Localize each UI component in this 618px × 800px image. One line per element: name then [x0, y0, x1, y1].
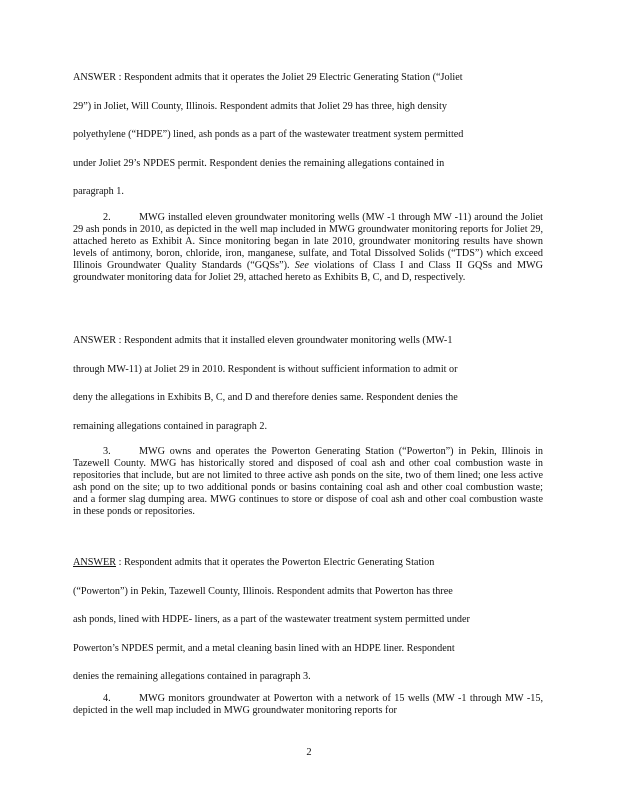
- answer-line: ANSWER : Respondent admits that it operates the Joliet 29 Electric Generating Station (“Joliet: [73, 72, 463, 83]
- allegation-paragraph-2: 2. MWG installed eleven groundwater monitoring wells (MW -1 through MW -11) around the Joliet 29 ash ponds in 2010, as depicted in the well map included in MWG groundwater monitoring reports for Joliet 29, attached hereto as Exhibit A. Since monitoring began in late 2010, groundwater monitoring results have shown levels of antimony, boron, chloride, iron, manganese, sulfate, and Total Dissolved Solids (“TDS”) which exceed Illinois Groundwater Quality Standards (“GQSs”). See violations of Class I and Class II GQSs and MWG groundwater monitoring data for Joliet 29, attached hereto as Exhibits B, C, and D, respectively.: [73, 212, 544, 284]
- answer-line: paragraph 1.: [73, 186, 124, 197]
- answer-line: through MW-11) at Joliet 29 in 2010. Respondent is without sufficient information to admit or: [73, 363, 458, 375]
- paragraph-number: 3.: [103, 446, 111, 457]
- answer-line: Powerton’s NPDES permit, and a metal cleaning basin lined with an HDPE liner. Respondent: [73, 642, 455, 654]
- answer-line: under Joliet 29’s NPDES permit. Respondent denies the remaining allegations contained in: [73, 157, 445, 169]
- answer-label: ANSWER: [73, 557, 117, 568]
- answer-label: ANSWER: [73, 72, 117, 83]
- answer-label: ANSWER: [73, 335, 117, 346]
- answer-line: polyethylene (“HDPE”) lined, ash ponds as a part of the wastewater treatment system permitted: [73, 129, 464, 140]
- answer-line: deny the allegations in Exhibits B, C, and D and therefore denies same. Respondent denies the: [73, 392, 458, 403]
- answer-line: denies the remaining allegations contained in paragraph 3.: [73, 671, 311, 682]
- answer-line: ash ponds, lined with HDPE- liners, as a part of the wastewater treatment system permitted under: [73, 614, 470, 625]
- answer-line: ANSWER : Respondent admits that it operates the Powerton Electric Generating Station: [73, 557, 435, 568]
- answer-line: (“Powerton”) in Pekin, Tazewell County, Illinois. Respondent admits that Powerton has three: [73, 585, 453, 597]
- answer-line: remaining allegations contained in paragraph 2.: [73, 420, 268, 432]
- answer-line: 29”) in Joliet, Will County, Illinois. Respondent admits that Joliet 29 has three, high density: [73, 100, 447, 112]
- allegation-paragraph-4: 4. MWG monitors groundwater at Powerton with a network of 15 wells (MW -1 through MW -15, depicted in the well map included in MWG groundwater monitoring reports for: [73, 693, 543, 717]
- see-signal: See: [294, 260, 309, 272]
- answer-paragraph-1: [73, 64, 543, 207]
- answer-line: ANSWER : Respondent admits that it installed eleven groundwater monitoring wells (MW-1: [73, 335, 453, 346]
- page-number: 2: [306, 747, 312, 758]
- paragraph-number: 4.: [103, 693, 111, 704]
- allegation-paragraph-3: 3. MWG owns and operates the Powerton Generating Station (“Powerton”) in Pekin, Illinois in Tazewell County. MWG has historically stored and disposed of coal ash and other coal combustion waste in repositories that include, but are not limited to three active ash ponds on the site, two of them lined; one less active ash pond on the site; up to two additional ponds or basins containing coal ash and other coal combustion waste; and a former slag dumping area. MWG continues to store or dispose of coal ash and other coal combustion waste in these ponds or repositories.: [73, 446, 543, 518]
- answer-paragraph-3: [73, 549, 543, 692]
- paragraph-number: 2.: [103, 212, 111, 223]
- answer-paragraph-2: [73, 327, 543, 441]
